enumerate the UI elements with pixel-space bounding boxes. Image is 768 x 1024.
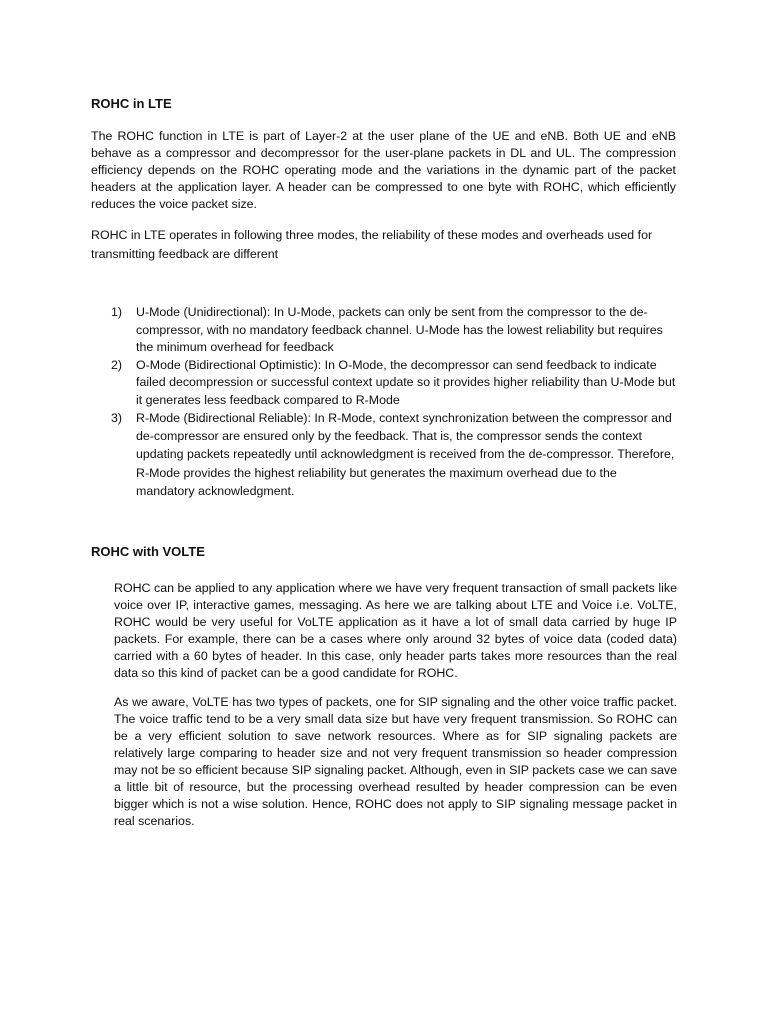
paragraph-rohc-function: The ROHC function in LTE is part of Layer-2 at the user plane of the UE and eNB. Both UE and eNB behave as a compressor and decompressor for the user-plane packets in DL and UL. The compression efficiency depends on the ROHC operating mode and the variations in the dynamic part of the packet headers at the application layer. A header can be compressed to one byte with ROHC, which efficiently reduces the voice packet size. — [91, 129, 676, 211]
section-heading-rohc-with-volte: ROHC with VOLTE — [91, 544, 205, 559]
list-item — [111, 409, 676, 500]
list-item-number: 1) — [111, 305, 123, 319]
paragraph-rohc-modes-intro: ROHC in LTE operates in following three modes, the reliability of these modes and overheads used for transmitting feedback are different — [91, 228, 653, 261]
list-item-text: R-Mode (Bidirectional Reliable): In R-Mode, context synchronization between the compressor and de-compressor are ensured only by the feedback. That is, the compressor sends the context updating packets repeatedly until acknowledgment is received from the de-compressor. Therefore, R-Mode provides the highest reliability but generates the maximum overhead due to the mandatory acknowledgment. — [136, 411, 675, 498]
list-item-number: 3) — [111, 411, 123, 425]
list-item-text: O-Mode (Bidirectional Optimistic): In O-Mode, the decompressor can send feedback to indicate failed decompression or successful context update so it provides higher reliability than U-Mode but it generates less feedback compared to R-Mode — [136, 357, 676, 407]
list-item-text: U-Mode (Unidirectional): In U-Mode, packets can only be sent from the compressor to the de-compressor, with no mandatory feedback channel. U-Mode has the lowest reliability but requires the minimum overhead for feedback — [136, 305, 663, 354]
section-heading-rohc-in-lte: ROHC in LTE — [91, 96, 172, 111]
rohc-modes-list — [111, 304, 676, 500]
list-item-number: 2) — [111, 357, 123, 372]
list-item — [111, 357, 676, 410]
list-item — [111, 304, 676, 357]
paragraph-rohc-applications: ROHC can be applied to any application where we have very frequent transaction of small packets like voice over IP, interactive games, messaging. As here we are talking about LTE and Voice i.e. VoLTE, ROHC would be very useful for VoLTE application as it have a lot of small data carried by huge IP packets. For example, there can be a cases where only around 32 bytes of voice data (coded data) carried with a 60 bytes of header. In this case, only header parts takes more resources than the real data so this kind of packet can be a good candidate for ROHC. — [114, 581, 677, 680]
paragraph-volte-packets: As we aware, VoLTE has two types of packets, one for SIP signaling and the other voice traffic packet. The voice traffic tend to be a very small data size but have very frequent transmission. So ROHC can be a very efficient solution to save network resources. Where as for SIP signaling packets are relatively large comparing to header size and not very frequent transmission so header compression may not be so efficient because SIP signaling packet. Although, even in SIP packets case we can save a little bit of resource, but the processing overhead resulted by header compression can be even bigger which is not a wise solution. Hence, ROHC does not apply to SIP signaling message packet in real scenarios. — [114, 695, 677, 828]
